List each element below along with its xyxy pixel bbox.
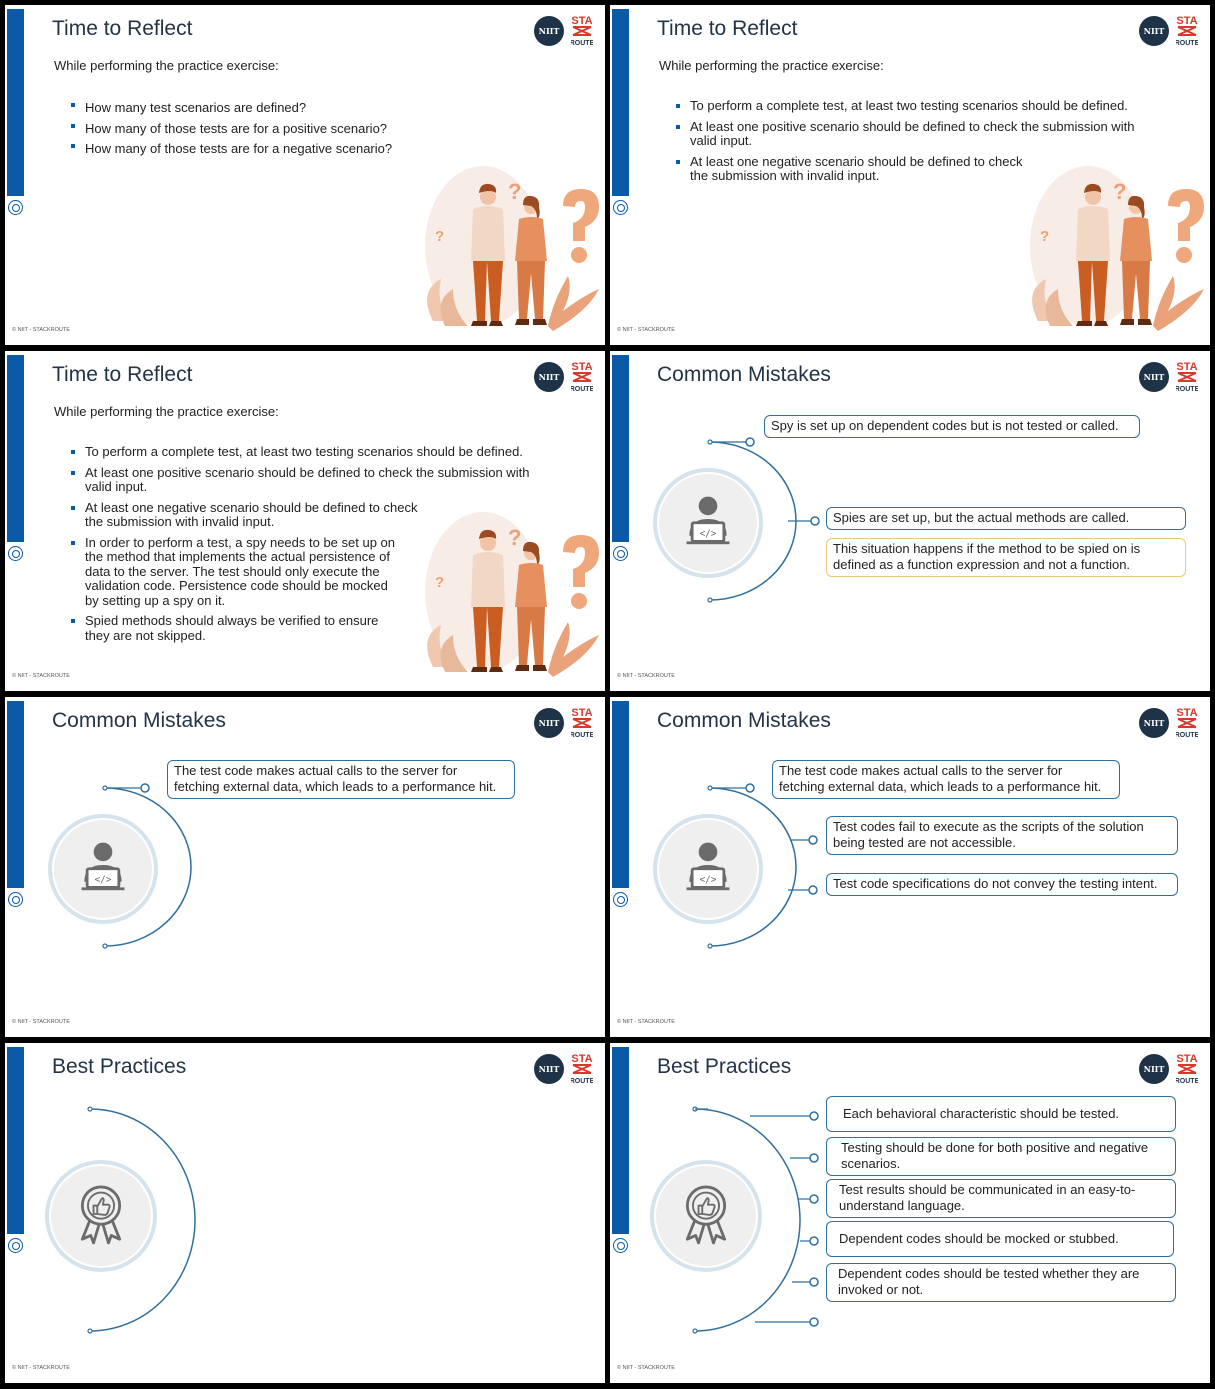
bullet-item: How many of those tests are for a positive scenario? [71, 119, 392, 140]
bullet-line: by setting up a spy on it. [85, 592, 226, 608]
bullet-list [71, 445, 529, 643]
footer-copyright: © NIIT - STACKROUTE [617, 1019, 675, 1025]
box-line: The test code makes actual calls to the server for [174, 763, 458, 778]
connector-diagram [5, 1043, 605, 1383]
footer-copyright: © NIIT - STACKROUTE [617, 327, 675, 333]
box-line: defined as a function expression and not a function. [833, 557, 1131, 572]
niit-logo: NIIT [534, 708, 564, 738]
ring-icon [8, 546, 23, 561]
bullet-item [676, 99, 1134, 114]
bullet-item [71, 536, 529, 609]
box-line: This situation happens if the method to be spied on is [833, 541, 1141, 556]
bullet-item [71, 445, 529, 460]
slide-7 [5, 1043, 605, 1383]
slide-3 [5, 351, 605, 691]
slide-title: Common Mistakes [657, 709, 831, 732]
info-box [826, 507, 1186, 530]
bullet-line: In order to perform a test, a spy needs to be set up on [85, 534, 396, 550]
bullet-line: Spied methods should always be verified to ensure [85, 613, 379, 628]
slide-4 [610, 351, 1210, 691]
bullet-line: the submission with invalid input. [85, 514, 275, 529]
box-line: fetching external data, which leads to a performance hit. [174, 779, 497, 794]
niit-logo: NIIT [534, 1054, 564, 1084]
slide-title: Best Practices [657, 1055, 792, 1078]
info-box [764, 415, 1140, 438]
slide-title: Best Practices [52, 1055, 187, 1078]
intro-text: While performing the practice exercise: [54, 404, 279, 419]
footer-copyright: © NIIT - STACKROUTE [617, 1365, 675, 1371]
bullet-line: the submission with invalid input. [690, 168, 880, 183]
box-line: invoked or not. [838, 1282, 924, 1297]
bullet-line: At least one positive scenario should be defined to check the submission with [85, 464, 530, 480]
bullet-item [676, 120, 1134, 149]
stackroute-logo [571, 13, 593, 47]
accent-bar [612, 9, 629, 196]
practice-box [826, 1263, 1176, 1302]
slide-6 [610, 697, 1210, 1037]
ring-icon [8, 200, 23, 215]
connector-diagram [610, 697, 1210, 1037]
slide-title: Time to Reflect [52, 363, 193, 386]
note-box [826, 538, 1186, 577]
niit-logo: NIIT [534, 362, 564, 392]
accent-bar [7, 355, 24, 542]
footer-copyright: © NIIT - STACKROUTE [12, 673, 70, 679]
practice-box [826, 1096, 1176, 1132]
niit-logo: NIIT [1139, 16, 1169, 46]
intro-text: While performing the practice exercise: [54, 58, 279, 73]
bullet-list [71, 98, 392, 160]
bullet-line: At least one negative scenario should be defined to check [690, 153, 1023, 169]
info-box [772, 760, 1120, 799]
box-line: Spy is set up on dependent codes but is not tested or called. [771, 418, 1119, 433]
box-line: fetching external data, which leads to a performance hit. [779, 779, 1102, 794]
box-line: The test code makes actual calls to the server for [779, 763, 1063, 778]
bullet-item: How many test scenarios are defined? [71, 98, 392, 119]
bullet-item [71, 614, 529, 643]
footer-copyright: © NIIT - STACKROUTE [617, 673, 675, 679]
slide-title: Common Mistakes [52, 709, 226, 732]
slide-2 [610, 5, 1210, 345]
practice-box [826, 1137, 1176, 1176]
footer-copyright: © NIIT - STACKROUTE [12, 1365, 70, 1371]
footer-copyright: © NIIT - STACKROUTE [12, 1019, 70, 1025]
box-line: being tested are not accessible. [833, 835, 1016, 850]
practice-box [826, 1179, 1176, 1218]
box-line: Each behavioral characteristic should be tested. [843, 1106, 1120, 1121]
box-line: scenarios. [841, 1156, 901, 1171]
ring-icon [613, 200, 628, 215]
intro-text: While performing the practice exercise: [659, 58, 884, 73]
bullet-line: To perform a complete test, at least two testing scenarios should be defined. [85, 444, 523, 459]
niit-logo: NIIT [1139, 708, 1169, 738]
box-line: Test results should be communicated in an easy-to- [839, 1182, 1136, 1197]
bullet-line: they are not skipped. [85, 627, 206, 643]
bullet-line: data to the server. The test should only execute the [85, 563, 380, 579]
accent-bar [7, 9, 24, 196]
bullet-line: At least one negative scenario should be defined to check [85, 499, 418, 515]
bullet-line: valid input. [690, 133, 753, 148]
niit-logo: NIIT [1139, 362, 1169, 392]
slide-title: Time to Reflect [657, 17, 798, 40]
stackroute-logo [571, 359, 593, 393]
bullet-line: the method that implements the actual persistence of [85, 549, 390, 564]
slide-title: Time to Reflect [52, 17, 193, 40]
slide-title: Common Mistakes [657, 363, 831, 386]
box-line: Test code specifications do not convey the testing intent. [833, 876, 1158, 891]
box-line: Spies are set up, but the actual methods are called. [833, 510, 1130, 525]
info-box [826, 873, 1178, 896]
slide-8 [610, 1043, 1210, 1383]
bullet-item [71, 501, 529, 530]
info-box [167, 760, 515, 799]
box-line: Dependent codes should be mocked or stubbed. [839, 1231, 1119, 1246]
niit-logo: NIIT [1139, 1054, 1169, 1084]
bullet-line: At least one positive scenario should be defined to check the submission with [690, 118, 1135, 134]
bullet-item [71, 466, 529, 495]
bullet-line: valid input. [85, 479, 148, 494]
box-line: Testing should be done for both positive and negative [841, 1140, 1149, 1155]
footer-copyright: © NIIT - STACKROUTE [12, 327, 70, 333]
connector-diagram [5, 697, 605, 1037]
slide-1 [5, 5, 605, 345]
practice-box [826, 1221, 1174, 1257]
info-box [826, 816, 1178, 855]
bullet-line: validation code. Persistence code should be mocked [85, 578, 388, 593]
bullet-item: How many of those tests are for a negative scenario? [71, 139, 392, 160]
thinking-people-illustration [413, 161, 603, 333]
stackroute-logo [1176, 13, 1198, 47]
bullet-line: To perform a complete test, at least two testing scenarios should be defined. [690, 98, 1128, 113]
box-line: understand language. [839, 1198, 965, 1213]
thinking-people-illustration [1018, 161, 1208, 333]
niit-logo: NIIT [534, 16, 564, 46]
box-line: Dependent codes should be tested whether they are [838, 1266, 1140, 1281]
box-line: Test codes fail to execute as the scripts of the solution [833, 819, 1144, 834]
slide-5 [5, 697, 605, 1037]
